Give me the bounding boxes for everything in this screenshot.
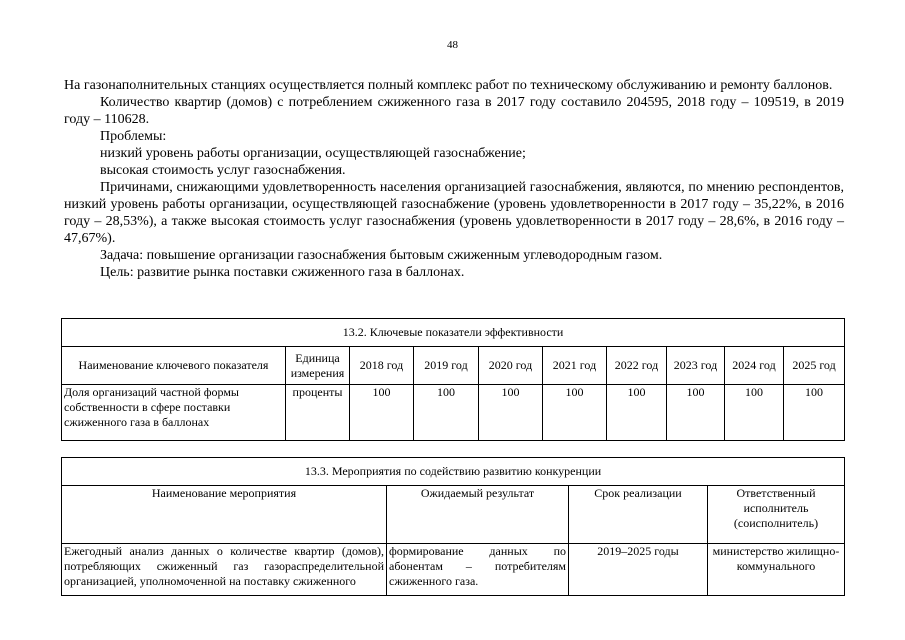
kpi-header-cell: 2025 год xyxy=(784,347,845,385)
events-header-cell: Ожидаемый результат xyxy=(387,486,569,544)
kpi-unit: проценты xyxy=(286,385,350,441)
paragraph: высокая стоимость услуг газоснабжения. xyxy=(100,163,346,178)
table-row xyxy=(62,544,845,596)
events-header-cell: Ответственный исполнитель (соисполнитель) xyxy=(708,486,845,544)
events-header-cell: Наименование мероприятия xyxy=(62,486,387,544)
kpi-value: 100 xyxy=(607,385,667,441)
table-row xyxy=(62,385,845,441)
event-name: Ежегодный анализ данных о количестве квартир (домов), потребляющих сжиженный газ газораспределительной организацией, уполномоченной на поставку сжиженного xyxy=(62,544,387,596)
body-text xyxy=(64,77,844,281)
kpi-header-cell: Единица измерения xyxy=(286,347,350,385)
kpi-value: 100 xyxy=(725,385,784,441)
kpi-header-cell: 2020 год xyxy=(479,347,543,385)
event-period: 2019–2025 годы xyxy=(569,544,708,596)
paragraph: На газонаполнительных станциях осуществляется полный комплекс работ по техническому обслуживанию и ремонту баллонов. xyxy=(64,78,833,93)
paragraph: Задача: повышение организации газоснабжения бытовым сжиженным углеводородным газом. xyxy=(100,248,663,263)
paragraph: Цель: развитие рынка поставки сжиженного газа в баллонах. xyxy=(100,265,465,280)
events-header-cell: Срок реализации xyxy=(569,486,708,544)
kpi-header-cell: Наименование ключевого показателя xyxy=(62,347,286,385)
kpi-header-cell: 2023 год xyxy=(667,347,725,385)
event-result: формирование данных по абонентам – потребителям сжиженного газа. xyxy=(387,544,569,596)
paragraph: Причинами, снижающими удовлетворенность населения организацией газоснабжения, являются, по мнению респондентов, низкий уровень работы организации, осуществляющей газоснабжение (уровень удовлетворенности в 2017 году – 35,22%, в 2016 году – 28,53%), а также высокая стоимость услуг газоснабжения (уровень удовлетворенности в 2017 году – 28,6%, в 2016 году – 47,67%). xyxy=(64,180,844,246)
kpi-header-cell: 2018 год xyxy=(350,347,414,385)
paragraph: Количество квартир (домов) с потреблением сжиженного газа в 2017 году составило 204595, 2018 году – 109519, в 2019 году – 110628. xyxy=(64,95,844,127)
kpi-header-cell: 2024 год xyxy=(725,347,784,385)
kpi-value: 100 xyxy=(479,385,543,441)
kpi-value: 100 xyxy=(414,385,479,441)
kpi-header-cell: 2021 год xyxy=(543,347,607,385)
kpi-value: 100 xyxy=(543,385,607,441)
page-number: 48 xyxy=(447,39,458,51)
kpi-table-title: 13.2. Ключевые показатели эффективности xyxy=(62,319,845,347)
paragraph: низкий уровень работы организации, осуществляющей газоснабжение; xyxy=(100,146,526,161)
kpi-indicator-name: Доля организаций частной формы собственности в сфере поставки сжиженного газа в баллонах xyxy=(62,385,286,441)
events-table-title: 13.3. Мероприятия по содействию развитию конкуренции xyxy=(62,458,845,486)
kpi-table xyxy=(61,318,845,441)
kpi-header-cell: 2019 год xyxy=(414,347,479,385)
paragraph: Проблемы: xyxy=(100,129,167,144)
kpi-value: 100 xyxy=(350,385,414,441)
kpi-value: 100 xyxy=(667,385,725,441)
events-table xyxy=(61,457,845,596)
kpi-value: 100 xyxy=(784,385,845,441)
event-executor: министерство жилищно-коммунального xyxy=(708,544,845,596)
kpi-header-cell: 2022 год xyxy=(607,347,667,385)
